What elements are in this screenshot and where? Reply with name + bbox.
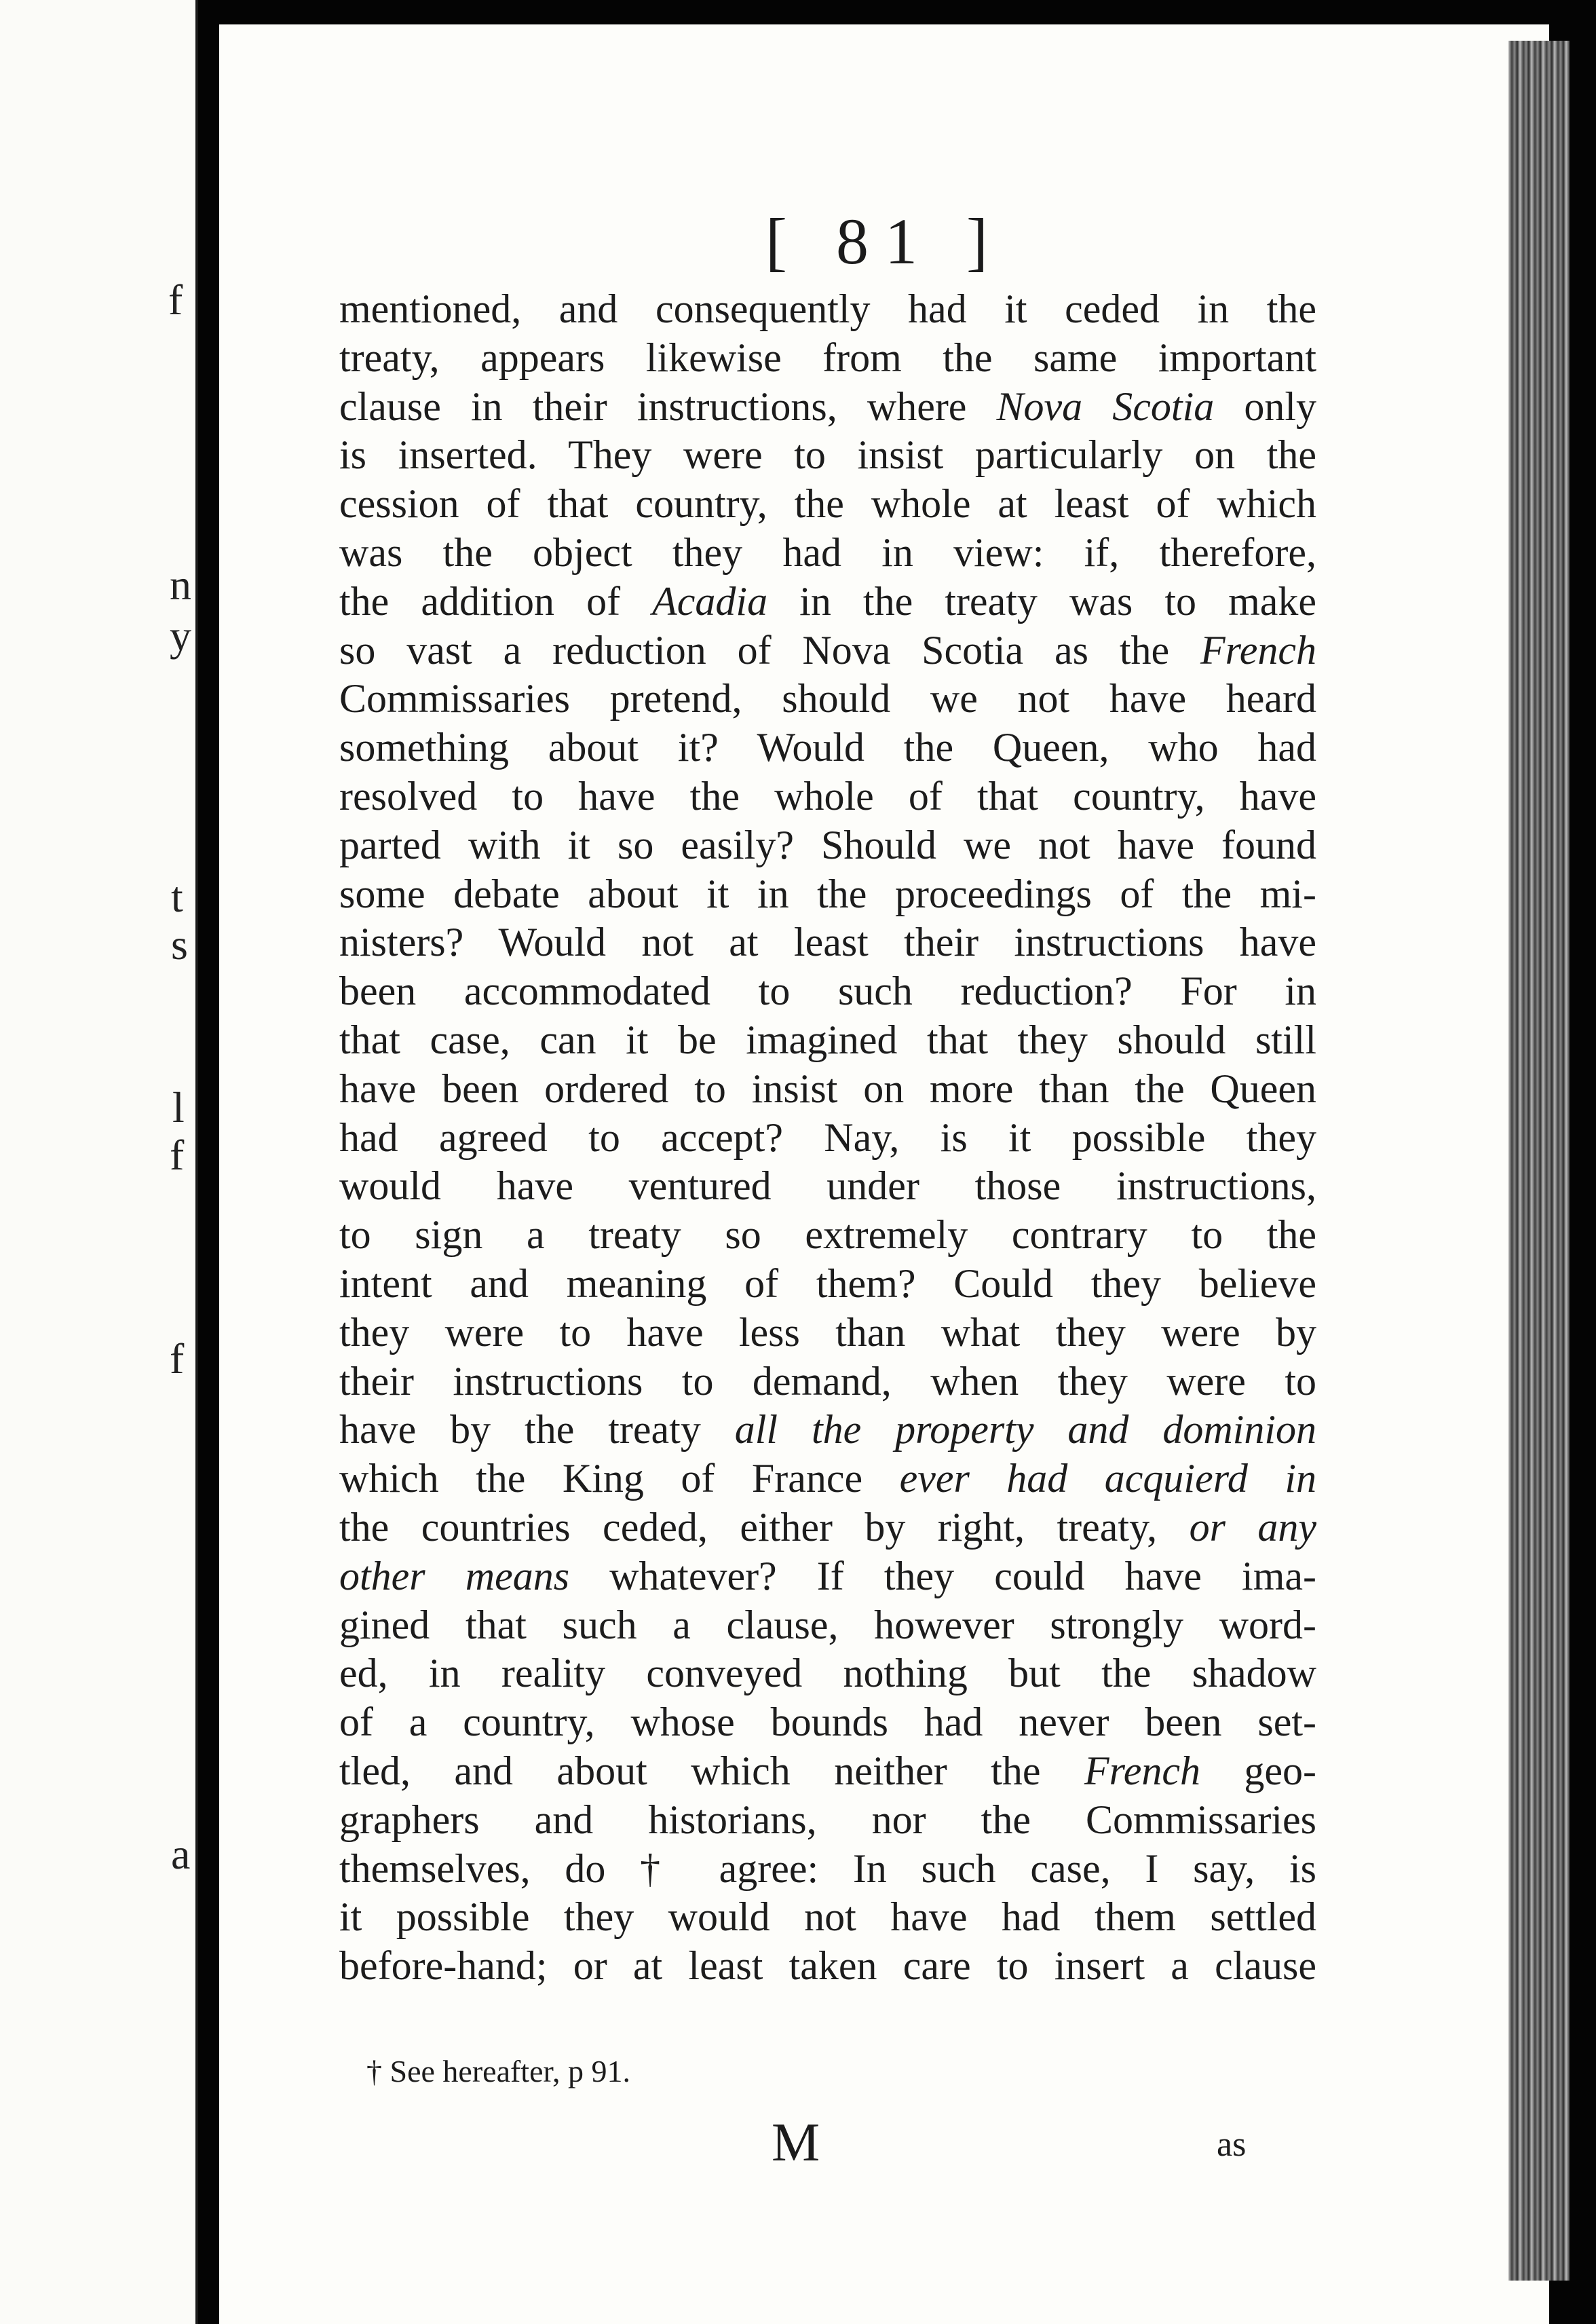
catchword: as [1217, 2125, 1247, 2164]
text-line: which the King of France ever had acquierd in [339, 1456, 1316, 1501]
italic-text: French [1084, 1748, 1200, 1793]
text-line: nisters? Would not at least their instructions have [339, 920, 1316, 965]
text-line: that case, can it be imagined that they should still [339, 1017, 1316, 1062]
text-line: they were to have less than what they were by [339, 1309, 1316, 1355]
text-line: of a country, whose bounds had never been set- [339, 1700, 1316, 1745]
italic-text: or any [1189, 1504, 1317, 1550]
left-page-fragment: s [171, 920, 188, 969]
text-line: have by the treaty all the property and dominion [339, 1407, 1316, 1452]
text-line: resolved to have the whole of that country, have [339, 773, 1316, 819]
italic-text: French [1200, 627, 1316, 673]
text-line: to sign a treaty so extremely contrary to the [339, 1212, 1316, 1258]
text-line: gined that such a clause, however strongly word- [339, 1602, 1316, 1647]
text-line: the addition of Acadia in the treaty was to make [339, 578, 1316, 624]
italic-text: ever had acquierd in [899, 1456, 1316, 1501]
text-line: tled, and about which neither the French geo- [339, 1748, 1316, 1793]
text-line: clause in their instructions, where Nova Scotia only [339, 383, 1317, 429]
italic-text: Nova Scotia [996, 383, 1215, 429]
left-page-fragment: n [170, 561, 191, 609]
text-line: something about it? Would the Queen, who had [339, 725, 1316, 770]
italic-text: Acadia [652, 578, 768, 624]
text-line: the countries ceded, either by right, treaty, or any [339, 1504, 1317, 1550]
left-page-edge [0, 0, 198, 2324]
italic-text: all the property and dominion [734, 1407, 1316, 1452]
body-text [339, 285, 1316, 1991]
text-line: before-hand; or at least taken care to insert a clause [339, 1943, 1316, 1989]
left-page-fragment: f [170, 1131, 185, 1179]
text-line: cession of that country, the whole at least of which [339, 481, 1316, 527]
left-page-fragment: f [170, 1334, 185, 1383]
text-line: graphers and historians, nor the Commissaries [339, 1797, 1316, 1842]
left-page-fragment: y [170, 612, 191, 660]
text-line: was the object they had in view: if, therefore, [339, 529, 1316, 575]
text-line: ed, in reality conveyed nothing but the shadow [339, 1651, 1316, 1696]
left-page-fragment: f [168, 276, 183, 324]
text-line: other means whatever? If they could have ima- [339, 1553, 1317, 1598]
text-line: parted with it so easily? Should we not have found [339, 822, 1316, 867]
italic-text: other means [339, 1553, 570, 1598]
text-line: would have ventured under those instructions, [339, 1163, 1316, 1209]
text-line: had agreed to accept? Nay, is it possible they [339, 1114, 1316, 1160]
page-fore-edge [1508, 41, 1570, 2281]
text-line: so vast a reduction of Nova Scotia as the French [339, 627, 1316, 673]
text-line: Commissaries pretend, should we not have heard [339, 676, 1316, 721]
text-line: mentioned, and consequently had it ceded in the [339, 286, 1316, 331]
text-line: it possible they would not have had them settled [339, 1894, 1316, 1940]
footnote: † See hereafter, p 91. [366, 2054, 630, 2088]
text-line: have been ordered to insist on more than the Queen [339, 1066, 1316, 1111]
left-page-fragment: a [171, 1830, 191, 1878]
text-line: been accommodated to such reduction? For in [339, 969, 1316, 1014]
left-page-fragment: l [172, 1083, 185, 1131]
text-line: intent and meaning of them? Could they believe [339, 1260, 1316, 1306]
text-line: themselves, do † agree: In such case, I say, is [339, 1845, 1316, 1891]
text-line: their instructions to demand, when they were to [339, 1358, 1316, 1404]
left-page-fragment: t [171, 873, 183, 921]
text-line: is inserted. They were to insist particularly on the [339, 432, 1316, 478]
signature-mark: M [772, 2113, 820, 2173]
text-line: treaty, appears likewise from the same important [339, 335, 1316, 380]
text-line: some debate about it in the proceedings of the mi- [339, 871, 1316, 916]
page-number: [ 81 ] [765, 205, 1004, 278]
